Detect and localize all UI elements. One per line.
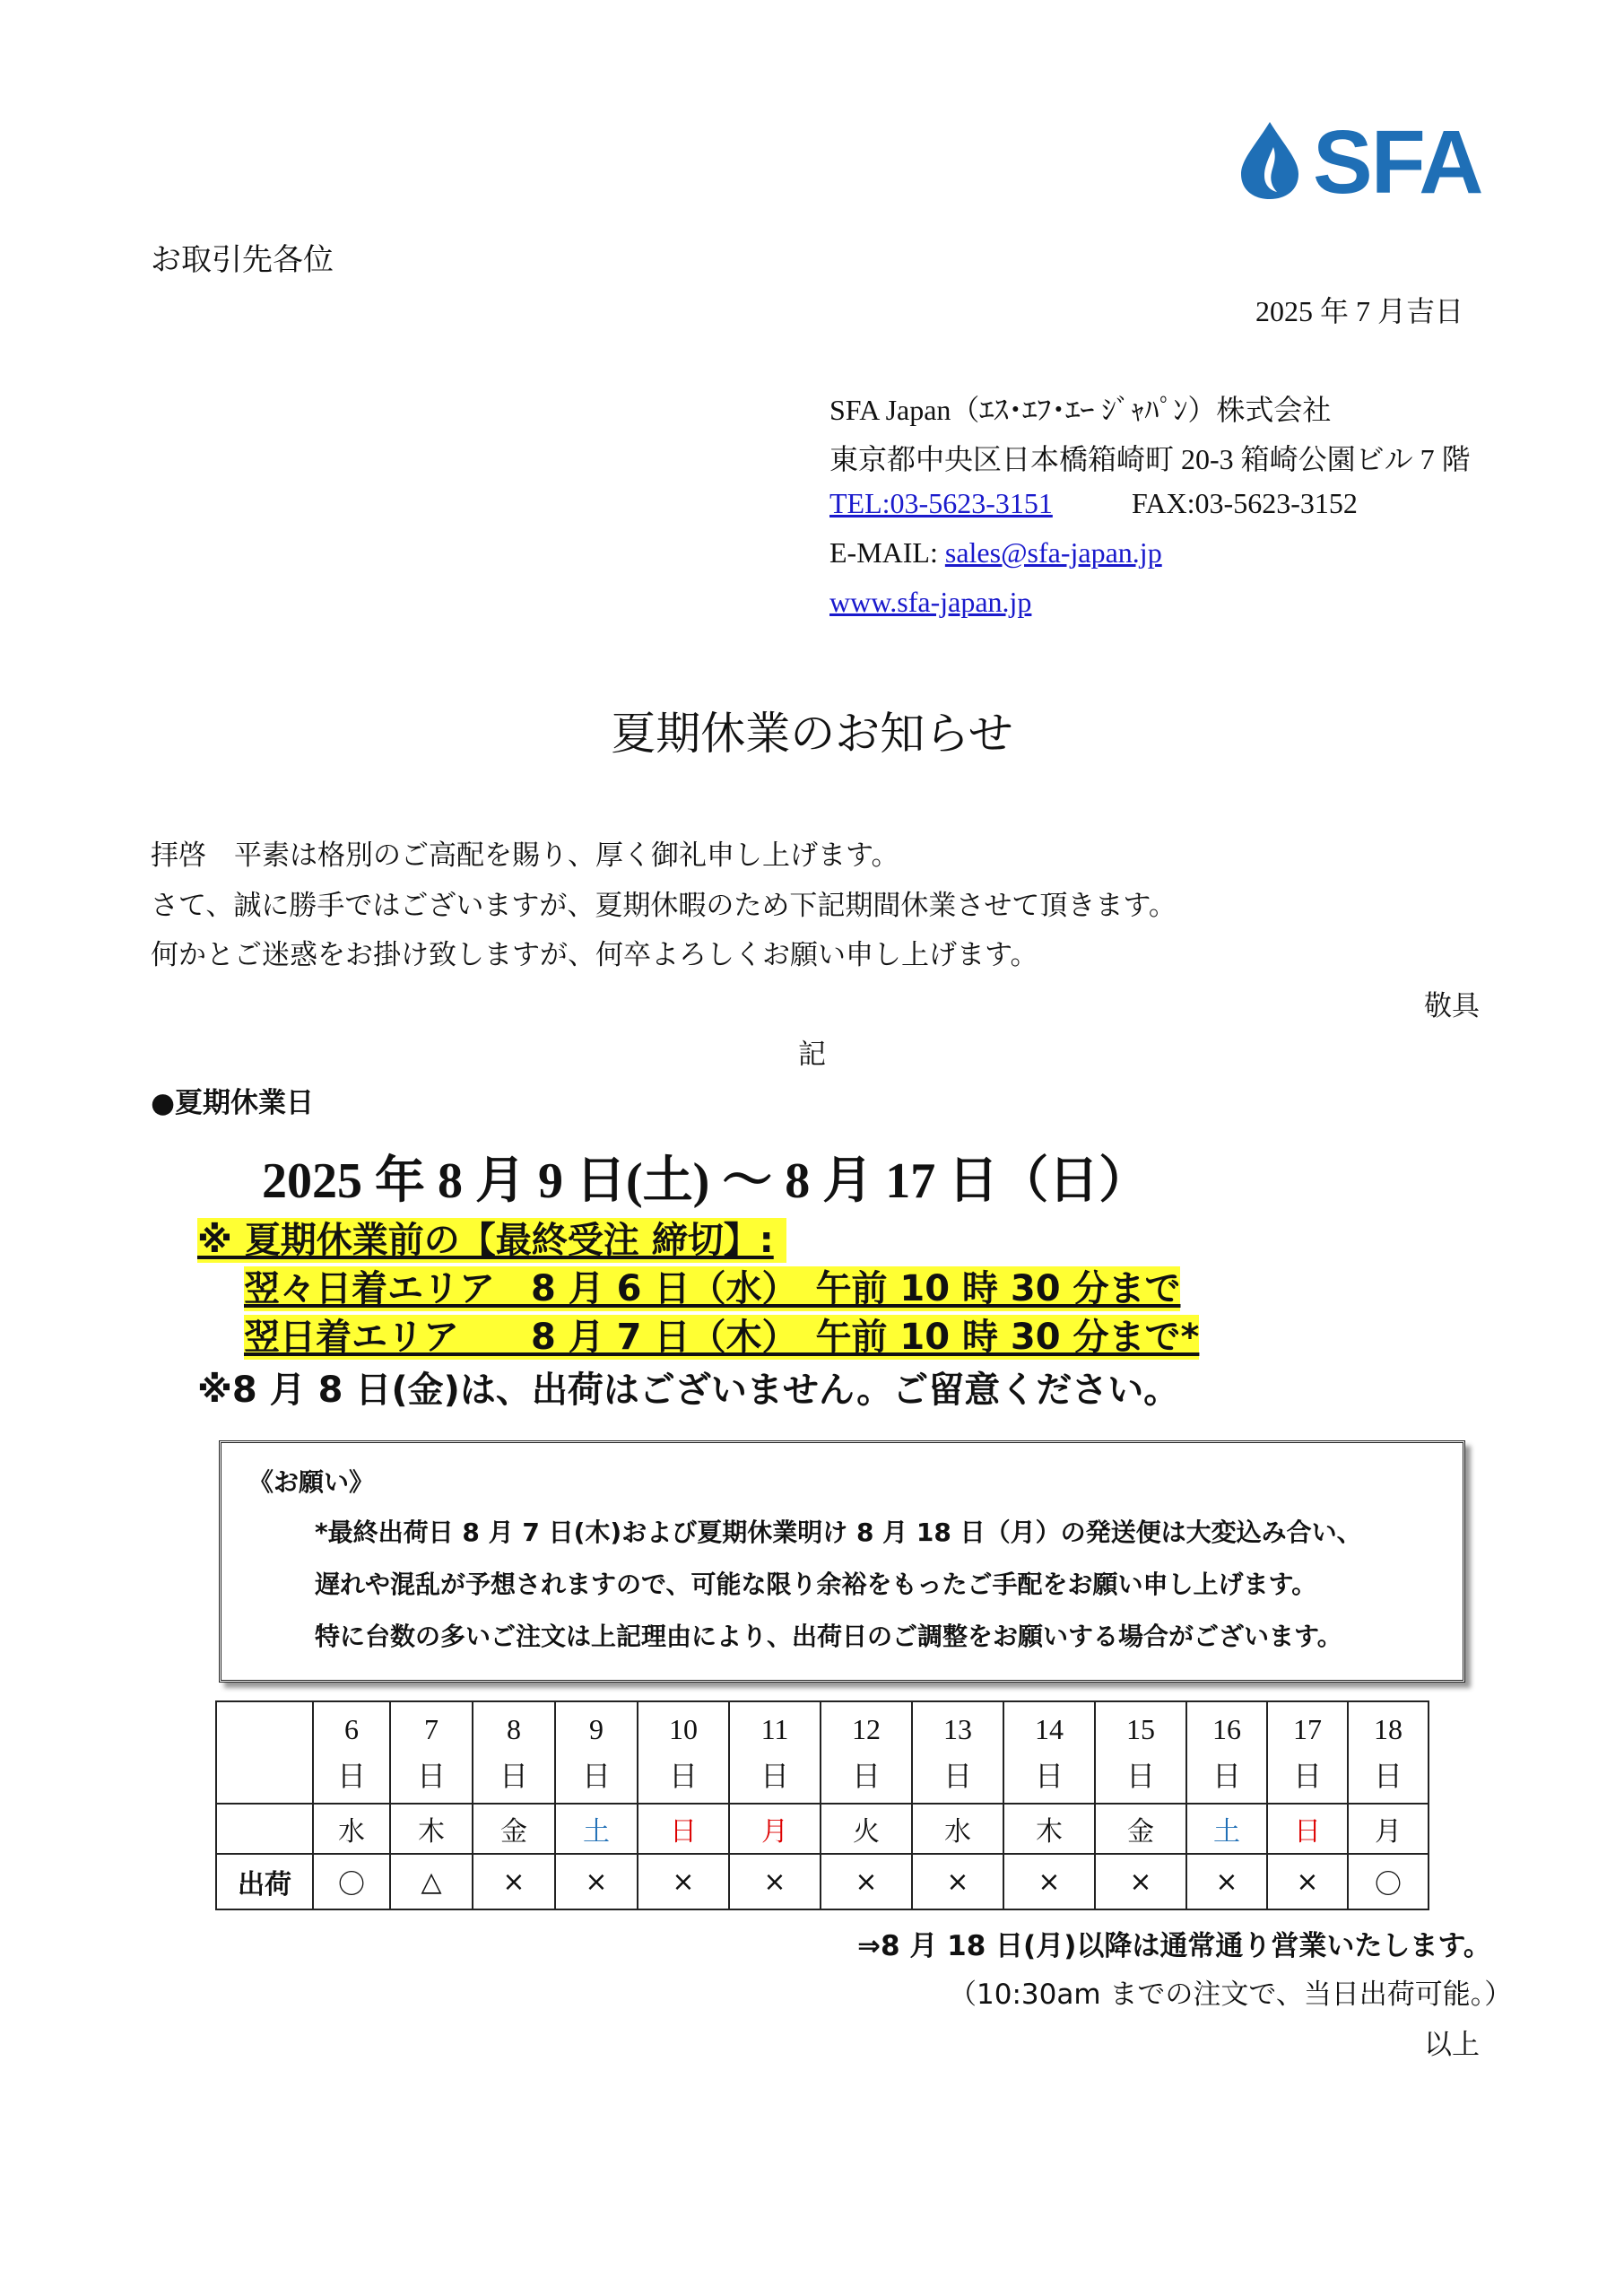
shipping-status-cell: × <box>912 1854 1003 1909</box>
day-cell <box>390 1701 473 1804</box>
shipping-status-cell: × <box>1095 1854 1186 1909</box>
day-cell <box>1267 1701 1348 1804</box>
weekday-cell: 日 <box>1267 1804 1348 1854</box>
weekday-cell: 金 <box>1095 1804 1186 1854</box>
day-suffix: 日 <box>1211 1760 1241 1792</box>
day-suffix: 日 <box>668 1760 698 1792</box>
deadline-title: ※ 夏期休業前の【最終受注 締切】: <box>197 1218 786 1263</box>
request-line-1: *最終出荷日 8 月 7 日(木)および夏期休業明け 8 月 18 日（月）の発送便は大変込み合い、 <box>315 1518 1362 1547</box>
weekday-cell: 木 <box>1003 1804 1095 1854</box>
shipping-status-cell: × <box>638 1854 729 1909</box>
day-number: 11 <box>760 1713 789 1745</box>
deadline-next-day: 翌日着エリア 8 月 7 日（木） 午前 10 時 30 分まで* <box>244 1317 1200 1358</box>
day-suffix: 日 <box>1373 1760 1403 1792</box>
closing-word: 敬具 <box>1424 990 1480 1022</box>
corner-cell <box>216 1804 313 1854</box>
fax-number: FAX:03-5623-3152 <box>1132 487 1358 519</box>
greeting-line-3: 何かとご迷惑をお掛け致しますが、何卒よろしくお願い申し上げます。 <box>151 939 1038 971</box>
email-line <box>829 536 1162 570</box>
tel-link[interactable]: TEL:03-5623-3151 <box>829 487 1053 519</box>
shipping-status-cell: 〇 <box>1348 1854 1429 1909</box>
day-cell <box>1095 1701 1186 1804</box>
day-cell <box>821 1701 912 1804</box>
sender-address: 東京都中央区日本橋箱崎町 20-3 箱崎公園ビル 7 階 <box>829 443 1471 475</box>
weekday-cell: 水 <box>912 1804 1003 1854</box>
day-suffix: 日 <box>416 1760 446 1792</box>
shipping-status-cell: × <box>1186 1854 1267 1909</box>
shipping-status-cell: × <box>473 1854 555 1909</box>
weekday-cell: 月 <box>1348 1804 1429 1854</box>
shipping-status-cell: × <box>821 1854 912 1909</box>
shipping-status-cell: 〇 <box>313 1854 390 1909</box>
day-cell <box>729 1701 821 1804</box>
ki-mark: 記 <box>798 1039 826 1071</box>
day-suffix: 日 <box>336 1760 366 1792</box>
logo-text: SFA <box>1313 112 1482 213</box>
day-cell <box>912 1701 1003 1804</box>
shipping-status-cell: △ <box>390 1854 473 1909</box>
email-link[interactable]: sales@sfa-japan.jp <box>944 536 1162 569</box>
day-cell <box>1186 1701 1267 1804</box>
email-label: E-MAIL: <box>829 536 945 569</box>
sfa-logo <box>1238 112 1507 213</box>
page-title: 夏期休業のお知らせ <box>611 708 1013 760</box>
closing-ijo: 以上 <box>1424 2029 1480 2061</box>
no-shipping-notice: ※8 月 8 日(金)は、出荷はございません。ご留意ください。 <box>197 1370 1180 1411</box>
shipping-status-cell: × <box>1267 1854 1348 1909</box>
day-cell <box>555 1701 638 1804</box>
sender-company: SFA Japan（ｴｽ･ｴﾌ･ｴｰ ｼﾞｬﾊﾟﾝ）株式会社 <box>829 394 1332 426</box>
greeting-line-2: さて、誠に勝手ではございますが、夏期休暇のため下記期間休業させて頂きます。 <box>151 890 1177 922</box>
holiday-period: 2025 年 8 月 9 日(土) ～ 8 月 17 日（日） <box>262 1153 1150 1209</box>
website-link[interactable]: www.sfa-japan.jp <box>829 586 1032 618</box>
greeting-line-1: 拝啓 平素は格別のご高配を賜り、厚く御礼申し上げます。 <box>151 839 899 872</box>
shipping-schedule-table <box>215 1700 1429 1910</box>
weekday-cell: 月 <box>729 1804 821 1854</box>
day-number: 17 <box>1293 1713 1322 1745</box>
day-cell <box>1348 1701 1429 1804</box>
day-number: 13 <box>943 1713 972 1745</box>
weekday-cell: 水 <box>313 1804 390 1854</box>
day-number: 14 <box>1035 1713 1064 1745</box>
issue-date: 2025 年 7 月吉日 <box>1255 295 1464 327</box>
weekday-cell: 金 <box>473 1804 555 1854</box>
same-day-note: （10:30am までの注文で、当日出荷可能。） <box>949 1979 1513 2011</box>
holiday-heading: ●夏期休業日 <box>151 1087 315 1119</box>
table-row-shipping <box>216 1854 1429 1909</box>
day-suffix: 日 <box>760 1760 789 1792</box>
day-suffix: 日 <box>1034 1760 1064 1792</box>
day-suffix: 日 <box>581 1760 611 1792</box>
weekday-cell: 日 <box>638 1804 729 1854</box>
day-number: 15 <box>1126 1713 1155 1745</box>
request-title: 《お願い》 <box>248 1467 375 1497</box>
shipping-status-cell: × <box>729 1854 821 1909</box>
shipping-row-label: 出荷 <box>216 1854 313 1909</box>
day-number: 16 <box>1212 1713 1241 1745</box>
day-number: 7 <box>424 1713 439 1745</box>
resume-notice: ⇒8 月 18 日(月)以降は通常通り営業いたします。 <box>857 1930 1491 1962</box>
day-number: 9 <box>589 1713 604 1745</box>
table-row-weekdays <box>216 1804 1429 1854</box>
day-number: 10 <box>669 1713 698 1745</box>
weekday-cell: 土 <box>555 1804 638 1854</box>
day-number: 18 <box>1374 1713 1403 1745</box>
day-cell <box>473 1701 555 1804</box>
day-number: 12 <box>852 1713 881 1745</box>
day-suffix: 日 <box>1292 1760 1322 1792</box>
day-cell <box>313 1701 390 1804</box>
weekday-cell: 火 <box>821 1804 912 1854</box>
request-line-2: 遅れや混乱が予想されますので、可能な限り余裕をもったご手配をお願い申し上げます。 <box>315 1570 1317 1599</box>
request-box <box>219 1440 1465 1683</box>
day-number: 8 <box>507 1713 521 1745</box>
request-line-3: 特に台数の多いご注文は上記理由により、出荷日のご調整をお願いする場合がございます。 <box>315 1622 1342 1651</box>
day-number: 6 <box>344 1713 359 1745</box>
addressee: お取引先各位 <box>151 242 334 278</box>
day-cell <box>1003 1701 1095 1804</box>
table-row-days <box>216 1701 1429 1804</box>
day-suffix: 日 <box>1125 1760 1155 1792</box>
day-suffix: 日 <box>851 1760 881 1792</box>
weekday-cell: 木 <box>390 1804 473 1854</box>
day-suffix: 日 <box>942 1760 972 1792</box>
corner-cell <box>216 1701 313 1804</box>
shipping-status-cell: × <box>1003 1854 1095 1909</box>
shipping-status-cell: × <box>555 1854 638 1909</box>
day-cell <box>638 1701 729 1804</box>
weekday-cell: 土 <box>1186 1804 1267 1854</box>
water-drop-icon <box>1238 120 1302 201</box>
deadline-two-day: 翌々日着エリア 8 月 6 日（水） 午前 10 時 30 分まで <box>244 1268 1181 1309</box>
day-suffix: 日 <box>499 1760 528 1792</box>
